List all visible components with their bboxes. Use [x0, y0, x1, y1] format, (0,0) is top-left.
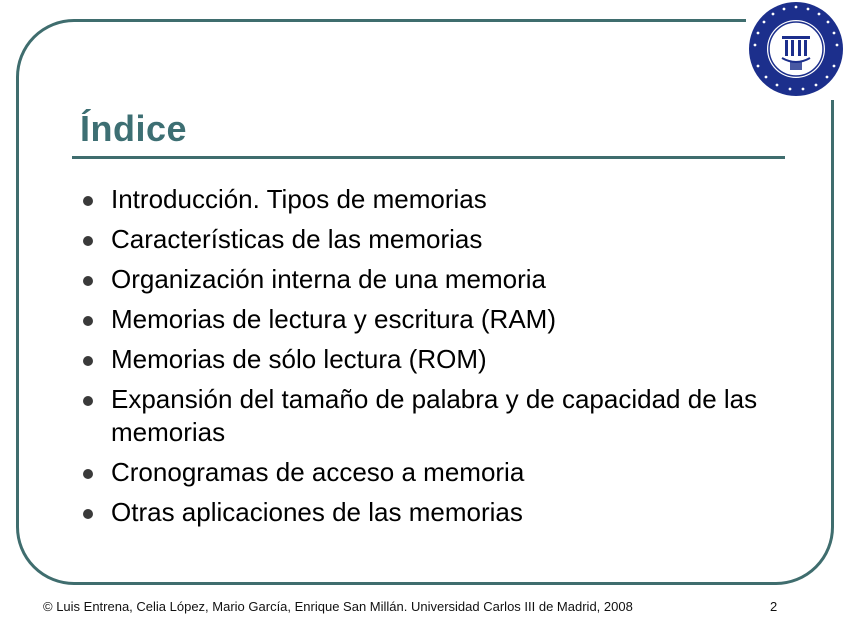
page-number: 2 — [770, 599, 778, 614]
list-item — [80, 383, 780, 449]
list-item-text: Organización interna de una memoria — [111, 264, 547, 294]
list-item-text: Memorias de lectura y escritura (RAM) — [111, 304, 556, 334]
list-item — [80, 303, 780, 336]
slide-title: Índice — [80, 108, 188, 149]
bullet-icon — [83, 316, 93, 326]
university-logo — [746, 0, 848, 100]
list-item-text: Expansión del tamaño de palabra y de capacidad de las memorias — [111, 384, 758, 447]
list-item — [80, 496, 780, 529]
bullet-icon — [83, 509, 93, 519]
list-item-text: Cronogramas de acceso a memoria — [111, 457, 525, 487]
list-item-text: Introducción. Tipos de memorias — [111, 184, 487, 214]
bullet-icon — [83, 356, 93, 366]
list-item-text: Otras aplicaciones de las memorias — [111, 497, 523, 527]
university-seal-icon — [746, 0, 848, 100]
bullet-list — [80, 183, 780, 536]
bullet-icon — [83, 276, 93, 286]
list-item — [80, 183, 780, 216]
footer-copyright: © Luis Entrena, Celia López, Mario García, Enrique San Millán. Universidad Carlos III de Madrid, 2008 — [43, 599, 633, 614]
title-underline — [72, 156, 785, 159]
list-item — [80, 456, 780, 489]
bullet-icon — [83, 236, 93, 246]
list-item-text: Características de las memorias — [111, 224, 483, 254]
list-item-text: Memorias de sólo lectura (ROM) — [111, 344, 487, 374]
bullet-icon — [83, 196, 93, 206]
list-item — [80, 343, 780, 376]
list-item — [80, 223, 780, 256]
bullet-icon — [83, 469, 93, 479]
bullet-icon — [83, 396, 93, 406]
list-item — [80, 263, 780, 296]
